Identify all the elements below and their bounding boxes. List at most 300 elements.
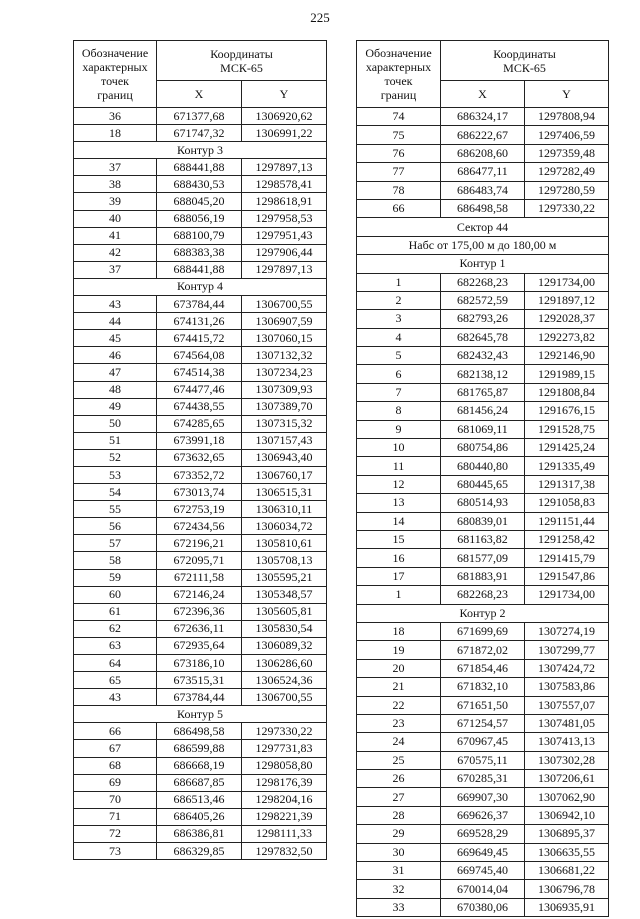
point-cell: 58 — [74, 552, 157, 569]
y-cell: 1297958,53 — [242, 210, 327, 227]
section-row — [357, 255, 609, 273]
y-cell: 1291528,75 — [525, 420, 609, 438]
x-cell: 688045,20 — [157, 193, 242, 210]
point-cell: 57 — [74, 535, 157, 552]
point-cell: 8 — [357, 402, 441, 420]
x-cell: 682268,23 — [441, 273, 525, 291]
point-cell: 17 — [357, 567, 441, 585]
x-cell: 672636,11 — [157, 620, 242, 637]
table-row — [74, 484, 327, 501]
table-row — [74, 313, 327, 330]
y-cell: 1307234,23 — [242, 364, 327, 381]
table-row — [74, 432, 327, 449]
y-cell: 1305605,81 — [242, 603, 327, 620]
point-cell: 36 — [74, 108, 157, 125]
point-cell: 62 — [74, 620, 157, 637]
table-row — [357, 696, 609, 714]
y-cell: 1306635,55 — [525, 843, 609, 861]
table-row — [357, 641, 609, 659]
coordinates-header: Координаты МСК-65 — [157, 41, 327, 81]
point-cell: 51 — [74, 432, 157, 449]
x-cell: 669907,30 — [441, 788, 525, 806]
point-cell: 1 — [357, 273, 441, 291]
x-cell: 673632,65 — [157, 449, 242, 466]
point-cell: 59 — [74, 569, 157, 586]
point-cell: 3 — [357, 310, 441, 328]
point-cell: 9 — [357, 420, 441, 438]
y-cell: 1307299,77 — [525, 641, 609, 659]
point-cell: 70 — [74, 791, 157, 808]
section-title: Контур 1 — [357, 255, 609, 273]
y-cell: 1306943,40 — [242, 449, 327, 466]
table-row — [74, 381, 327, 398]
x-cell: 681069,11 — [441, 420, 525, 438]
point-cell: 63 — [74, 637, 157, 654]
x-cell: 671747,32 — [157, 125, 242, 142]
point-cell: 20 — [357, 659, 441, 677]
x-cell: 669626,37 — [441, 806, 525, 824]
y-cell: 1297951,43 — [242, 227, 327, 244]
y-cell: 1297808,94 — [525, 108, 609, 126]
x-cell: 670380,06 — [441, 898, 525, 916]
y-cell: 1305810,61 — [242, 535, 327, 552]
point-cell: 19 — [357, 641, 441, 659]
x-cell: 673784,44 — [157, 689, 242, 706]
y-cell: 1306310,11 — [242, 501, 327, 518]
x-cell: 681765,87 — [441, 383, 525, 401]
point-cell: 42 — [74, 244, 157, 261]
x-cell: 682138,12 — [441, 365, 525, 383]
y-cell: 1307557,07 — [525, 696, 609, 714]
y-header: Y — [242, 81, 327, 108]
x-cell: 686513,46 — [157, 791, 242, 808]
x-cell: 682268,23 — [441, 586, 525, 604]
table-row — [74, 296, 327, 313]
y-cell: 1305830,54 — [242, 620, 327, 637]
table-row — [357, 365, 609, 383]
y-cell: 1298618,91 — [242, 193, 327, 210]
y-cell: 1291335,49 — [525, 457, 609, 475]
point-cell: 50 — [74, 415, 157, 432]
point-cell: 30 — [357, 843, 441, 861]
table-row — [74, 449, 327, 466]
x-cell: 674564,08 — [157, 347, 242, 364]
point-cell: 18 — [357, 622, 441, 640]
table-row — [74, 193, 327, 210]
x-cell: 680440,80 — [441, 457, 525, 475]
point-cell: 67 — [74, 740, 157, 757]
point-cell: 26 — [357, 770, 441, 788]
point-cell: 2 — [357, 291, 441, 309]
point-cell: 78 — [357, 181, 441, 199]
coordinates-table-right — [356, 40, 609, 917]
table-row — [74, 518, 327, 535]
point-cell: 4 — [357, 328, 441, 346]
y-cell: 1307583,86 — [525, 678, 609, 696]
table-row — [357, 494, 609, 512]
table-row — [74, 159, 327, 176]
section-title: Контур 2 — [357, 604, 609, 622]
point-cell: 27 — [357, 788, 441, 806]
y-cell: 1306935,91 — [525, 898, 609, 916]
x-cell: 674477,46 — [157, 381, 242, 398]
y-cell: 1306796,78 — [525, 880, 609, 898]
table-row — [74, 347, 327, 364]
y-cell: 1307060,15 — [242, 330, 327, 347]
table-row — [357, 291, 609, 309]
point-cell: 24 — [357, 733, 441, 751]
section-title: Контур 5 — [74, 706, 327, 723]
point-designation-header: Обозначение характерных точек границ — [74, 41, 157, 108]
point-cell: 39 — [74, 193, 157, 210]
table-row — [357, 714, 609, 732]
x-cell: 680839,01 — [441, 512, 525, 530]
x-cell: 674131,26 — [157, 313, 242, 330]
table-row — [74, 723, 327, 740]
table-row — [74, 672, 327, 689]
y-cell: 1291151,44 — [525, 512, 609, 530]
y-cell: 1305595,21 — [242, 569, 327, 586]
x-cell: 686477,11 — [441, 163, 525, 181]
x-cell: 681577,09 — [441, 549, 525, 567]
section-title: Сектор 44 — [357, 218, 609, 236]
y-cell: 1307424,72 — [525, 659, 609, 677]
y-cell: 1297282,49 — [525, 163, 609, 181]
y-cell: 1297897,13 — [242, 159, 327, 176]
x-cell: 686483,74 — [441, 181, 525, 199]
table-row — [74, 620, 327, 637]
y-cell: 1297832,50 — [242, 843, 327, 860]
table-row — [74, 244, 327, 261]
y-cell: 1297406,59 — [525, 126, 609, 144]
x-cell: 672111,58 — [157, 569, 242, 586]
point-cell: 33 — [357, 898, 441, 916]
section-row — [357, 236, 609, 254]
point-cell: 53 — [74, 466, 157, 483]
y-cell: 1291734,00 — [525, 586, 609, 604]
point-cell: 28 — [357, 806, 441, 824]
table-row — [74, 227, 327, 244]
table-row — [357, 586, 609, 604]
point-designation-header: Обозначение характерных точек границ — [357, 41, 441, 108]
x-header: X — [157, 81, 242, 108]
point-cell: 74 — [357, 108, 441, 126]
point-cell: 16 — [357, 549, 441, 567]
table-row — [357, 678, 609, 696]
y-cell: 1306991,22 — [242, 125, 327, 142]
x-cell: 674514,38 — [157, 364, 242, 381]
x-cell: 670014,04 — [441, 880, 525, 898]
x-cell: 673784,44 — [157, 296, 242, 313]
y-cell: 1306089,32 — [242, 637, 327, 654]
table-row — [357, 126, 609, 144]
x-cell: 686329,85 — [157, 843, 242, 860]
y-cell: 1306524,36 — [242, 672, 327, 689]
x-cell: 672753,19 — [157, 501, 242, 518]
x-cell: 686386,81 — [157, 825, 242, 842]
table-row — [74, 552, 327, 569]
x-cell: 688383,38 — [157, 244, 242, 261]
x-cell: 680754,86 — [441, 439, 525, 457]
y-cell: 1307157,43 — [242, 432, 327, 449]
table-row — [74, 108, 327, 125]
table-row — [74, 210, 327, 227]
x-cell: 672095,71 — [157, 552, 242, 569]
x-cell: 669745,40 — [441, 862, 525, 880]
point-cell: 72 — [74, 825, 157, 842]
y-cell: 1297359,48 — [525, 144, 609, 162]
x-cell: 672396,36 — [157, 603, 242, 620]
table-row — [74, 637, 327, 654]
table-row — [74, 757, 327, 774]
y-cell: 1291734,00 — [525, 273, 609, 291]
point-cell: 44 — [74, 313, 157, 330]
x-cell: 674415,72 — [157, 330, 242, 347]
y-cell: 1307481,05 — [525, 714, 609, 732]
point-cell: 15 — [357, 530, 441, 548]
point-cell: 77 — [357, 163, 441, 181]
y-cell: 1298578,41 — [242, 176, 327, 193]
x-cell: 682572,59 — [441, 291, 525, 309]
section-title: Набс от 175,00 м до 180,00 м — [357, 236, 609, 254]
x-cell: 686405,26 — [157, 808, 242, 825]
y-cell: 1291058,83 — [525, 494, 609, 512]
point-cell: 68 — [74, 757, 157, 774]
x-cell: 671377,68 — [157, 108, 242, 125]
table-row — [357, 733, 609, 751]
table-row — [74, 535, 327, 552]
table-row — [357, 475, 609, 493]
table-row — [357, 402, 609, 420]
y-cell: 1307274,19 — [525, 622, 609, 640]
section-row — [357, 218, 609, 236]
x-cell: 671651,50 — [441, 696, 525, 714]
y-cell: 1297906,44 — [242, 244, 327, 261]
y-cell: 1306907,59 — [242, 313, 327, 330]
table-row — [357, 751, 609, 769]
y-cell: 1306942,10 — [525, 806, 609, 824]
y-cell: 1307413,13 — [525, 733, 609, 751]
x-cell: 686668,19 — [157, 757, 242, 774]
x-cell: 669528,29 — [441, 825, 525, 843]
x-cell: 680445,65 — [441, 475, 525, 493]
table-row — [74, 603, 327, 620]
point-cell: 66 — [357, 199, 441, 217]
y-cell: 1306681,22 — [525, 862, 609, 880]
point-cell: 55 — [74, 501, 157, 518]
y-cell: 1298221,39 — [242, 808, 327, 825]
point-cell: 66 — [74, 723, 157, 740]
y-cell: 1298204,16 — [242, 791, 327, 808]
x-cell: 680514,93 — [441, 494, 525, 512]
x-cell: 682645,78 — [441, 328, 525, 346]
table-row — [357, 328, 609, 346]
x-cell: 688441,88 — [157, 261, 242, 278]
point-cell: 13 — [357, 494, 441, 512]
x-cell: 686222,67 — [441, 126, 525, 144]
y-cell: 1297897,13 — [242, 261, 327, 278]
table-row — [357, 512, 609, 530]
point-cell: 7 — [357, 383, 441, 401]
y-cell: 1306700,55 — [242, 296, 327, 313]
x-cell: 670967,45 — [441, 733, 525, 751]
x-cell: 681163,82 — [441, 530, 525, 548]
y-cell: 1297330,22 — [525, 199, 609, 217]
point-cell: 56 — [74, 518, 157, 535]
table-row — [357, 199, 609, 217]
x-cell: 673013,74 — [157, 484, 242, 501]
x-cell: 671699,69 — [441, 622, 525, 640]
section-row — [74, 278, 327, 295]
y-cell: 1297280,59 — [525, 181, 609, 199]
x-cell: 686599,88 — [157, 740, 242, 757]
y-cell: 1291989,15 — [525, 365, 609, 383]
table-row — [74, 125, 327, 142]
y-cell: 1306760,17 — [242, 466, 327, 483]
y-cell: 1291676,15 — [525, 402, 609, 420]
table-row — [74, 398, 327, 415]
section-row — [74, 706, 327, 723]
point-cell: 31 — [357, 862, 441, 880]
section-title: Контур 4 — [74, 278, 327, 295]
table-row — [74, 364, 327, 381]
table-row — [74, 261, 327, 278]
point-cell: 48 — [74, 381, 157, 398]
table-row — [74, 415, 327, 432]
y-cell: 1306286,60 — [242, 655, 327, 672]
table-row — [357, 108, 609, 126]
table-row — [357, 622, 609, 640]
table-row — [74, 808, 327, 825]
y-cell: 1298111,33 — [242, 825, 327, 842]
y-cell: 1292146,90 — [525, 347, 609, 365]
y-cell: 1291258,42 — [525, 530, 609, 548]
point-cell: 38 — [74, 176, 157, 193]
x-cell: 688430,53 — [157, 176, 242, 193]
table-row — [357, 825, 609, 843]
x-cell: 673515,31 — [157, 672, 242, 689]
point-cell: 12 — [357, 475, 441, 493]
y-cell: 1305348,57 — [242, 586, 327, 603]
table-row — [74, 791, 327, 808]
x-cell: 686208,60 — [441, 144, 525, 162]
table-row — [357, 788, 609, 806]
x-cell: 688056,19 — [157, 210, 242, 227]
table-row — [357, 880, 609, 898]
table-row — [357, 770, 609, 788]
x-cell: 671854,46 — [441, 659, 525, 677]
table-row — [74, 740, 327, 757]
x-cell: 673186,10 — [157, 655, 242, 672]
x-cell: 671254,57 — [441, 714, 525, 732]
y-cell: 1307389,70 — [242, 398, 327, 415]
point-cell: 14 — [357, 512, 441, 530]
x-cell: 669649,45 — [441, 843, 525, 861]
point-cell: 18 — [74, 125, 157, 142]
table-row — [357, 163, 609, 181]
y-cell: 1306034,72 — [242, 518, 327, 535]
table-row — [357, 273, 609, 291]
y-cell: 1291897,12 — [525, 291, 609, 309]
coordinates-header: Координаты МСК-65 — [441, 41, 609, 81]
table-row — [74, 466, 327, 483]
y-cell: 1307315,32 — [242, 415, 327, 432]
point-cell: 11 — [357, 457, 441, 475]
point-cell: 25 — [357, 751, 441, 769]
table-row — [74, 586, 327, 603]
y-cell: 1292028,37 — [525, 310, 609, 328]
y-cell: 1307062,90 — [525, 788, 609, 806]
y-cell: 1291425,24 — [525, 439, 609, 457]
y-cell: 1297731,83 — [242, 740, 327, 757]
x-cell: 681883,91 — [441, 567, 525, 585]
x-cell: 673352,72 — [157, 466, 242, 483]
table-row — [357, 420, 609, 438]
point-cell: 29 — [357, 825, 441, 843]
table-row — [357, 439, 609, 457]
table-row — [357, 898, 609, 916]
point-cell: 22 — [357, 696, 441, 714]
table-row — [357, 549, 609, 567]
table-row — [74, 689, 327, 706]
y-cell: 1291317,38 — [525, 475, 609, 493]
x-cell: 670285,31 — [441, 770, 525, 788]
x-cell: 686687,85 — [157, 774, 242, 791]
x-cell: 686324,17 — [441, 108, 525, 126]
point-cell: 75 — [357, 126, 441, 144]
y-cell: 1307132,32 — [242, 347, 327, 364]
table-row — [357, 144, 609, 162]
point-cell: 37 — [74, 159, 157, 176]
y-cell: 1306920,62 — [242, 108, 327, 125]
point-cell: 40 — [74, 210, 157, 227]
point-cell: 65 — [74, 672, 157, 689]
point-cell: 21 — [357, 678, 441, 696]
y-cell: 1298176,39 — [242, 774, 327, 791]
page-number: 225 — [310, 10, 330, 25]
point-cell: 6 — [357, 365, 441, 383]
y-header: Y — [525, 81, 609, 108]
point-cell: 64 — [74, 655, 157, 672]
table-row — [74, 655, 327, 672]
point-cell: 46 — [74, 347, 157, 364]
y-cell: 1291547,86 — [525, 567, 609, 585]
point-cell: 10 — [357, 439, 441, 457]
point-cell: 49 — [74, 398, 157, 415]
table-row — [357, 347, 609, 365]
y-cell: 1306895,37 — [525, 825, 609, 843]
x-header: X — [441, 81, 525, 108]
point-cell: 73 — [74, 843, 157, 860]
y-cell: 1291808,84 — [525, 383, 609, 401]
x-cell: 670575,11 — [441, 751, 525, 769]
table-row — [357, 181, 609, 199]
table-row — [74, 176, 327, 193]
point-cell: 69 — [74, 774, 157, 791]
x-cell: 682432,43 — [441, 347, 525, 365]
x-cell: 671872,02 — [441, 641, 525, 659]
x-cell: 672146,24 — [157, 586, 242, 603]
table-row — [357, 659, 609, 677]
table-row — [357, 843, 609, 861]
point-cell: 23 — [357, 714, 441, 732]
table-row — [357, 806, 609, 824]
point-cell: 60 — [74, 586, 157, 603]
x-cell: 674285,65 — [157, 415, 242, 432]
point-cell: 1 — [357, 586, 441, 604]
table-row — [74, 501, 327, 518]
y-cell: 1291415,79 — [525, 549, 609, 567]
